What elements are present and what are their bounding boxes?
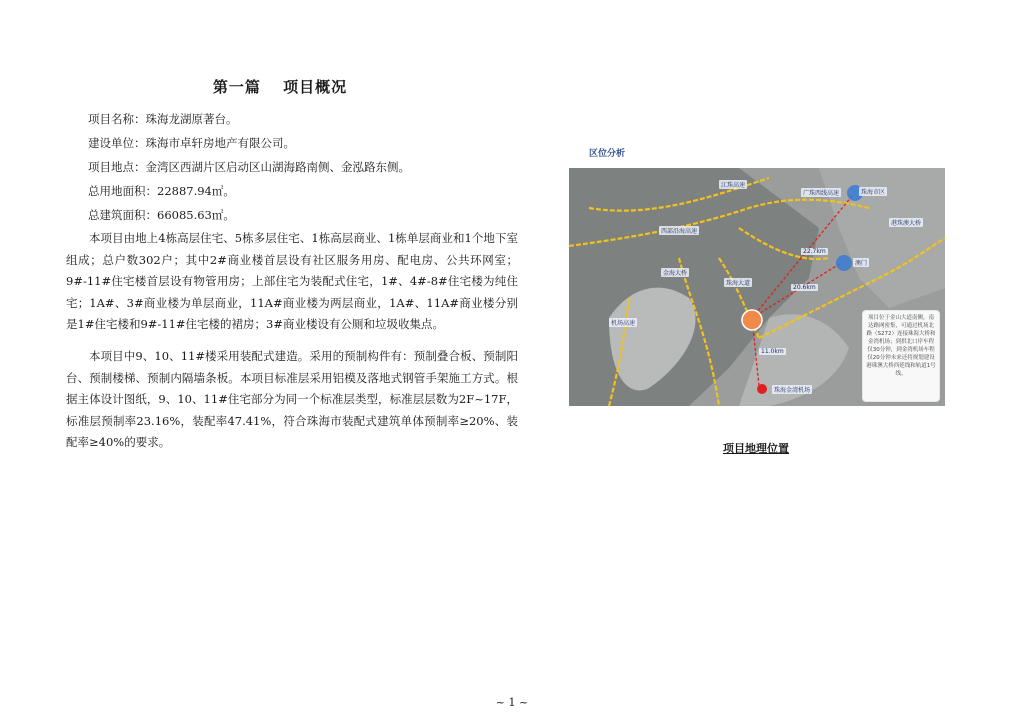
label-road-e: 金海大桥 <box>663 270 688 277</box>
label-road-a: 江珠高速 <box>721 182 746 189</box>
info-land-area: 总用地面积：22887.94㎡。 <box>88 184 235 198</box>
label-distance-2: 20.6km <box>793 284 816 291</box>
label-road-b: 西部沿海高速 <box>661 228 698 235</box>
page-title: 第一篇 项目概况 <box>212 78 348 96</box>
label-airport: 珠海金湾机场 <box>774 387 811 394</box>
info-location: 项目地点：金湾区西湖片区启动区山湖海路南侧、金泓路东侧。 <box>88 160 410 174</box>
label-road-d: 珠海大道 <box>726 280 751 287</box>
airport-marker <box>757 384 767 394</box>
project-marker <box>742 310 762 330</box>
label-macau: 澳门 <box>855 260 868 267</box>
page-number: ~ 1 ~ <box>495 696 529 709</box>
info-building-area: 总建筑面积：66085.63㎡。 <box>88 208 235 222</box>
label-distance-1: 22.7km <box>803 248 826 255</box>
label-bridge: 港珠澳大桥 <box>891 220 922 227</box>
label-distance-3: 11.0km <box>761 348 784 355</box>
paragraph-prefab: 本项目中9、10、11#楼采用装配式建造。采用的预制构件有：预制叠合板、预制阳台、预制楼梯、预制内隔墙条板。本项目标准层采用铝模及落地式钢管手架施工方式。根据主体设计图纸，9、10、11#住宅部分为同一个标准层类型，标准层层数为2F~17F，标准层预制率23.16%，装配率47.41%，符合珠海市装配式建筑单体预制率≥20%、装配率≥40%的要求。 <box>66 349 518 449</box>
paragraph-composition: 本项目由地上4栋高层住宅、5栋多层住宅、1栋高层商业、1栋单层商业和1个地下室组成；总户数302户；其中2#商业楼首层设有社区服务用房、配电房、公共环网室；9#-11#住宅楼首层设有物管用房；上部住宅为装配式住宅，1#、4#-8#住宅楼为纯住宅；1A#、3#商业楼为单层商业，11A#商业楼为两层商业，1A#、11A#商业楼分别是1#住宅楼和9#-11#住宅楼的裙房；3#商业楼设有公厕和垃圾收集点。 <box>66 231 518 331</box>
info-project-name: 项目名称：珠海龙湖原著台。 <box>88 112 238 126</box>
macau-marker <box>836 255 852 271</box>
map-section-title: 区位分析 <box>589 149 626 159</box>
map-caption: 项目地理位置 <box>723 442 789 455</box>
label-zhuhai-city: 珠海市区 <box>861 189 886 196</box>
map-note-box: 项目位于金山大道南侧，南达路网密集，可通过机场北路（S272）连接珠海大桥和金湾机场；到拱北口岸车程仅30分钟，到金湾机场车程仅20分钟未来还将规划建设港珠澳大桥西延线和轨道1号线。 <box>862 310 940 402</box>
label-road-c: 广珠西线高速 <box>803 190 840 197</box>
label-road-f: 机场高速 <box>611 320 636 327</box>
info-developer: 建设单位：珠海市卓轩房地产有限公司。 <box>88 136 295 150</box>
